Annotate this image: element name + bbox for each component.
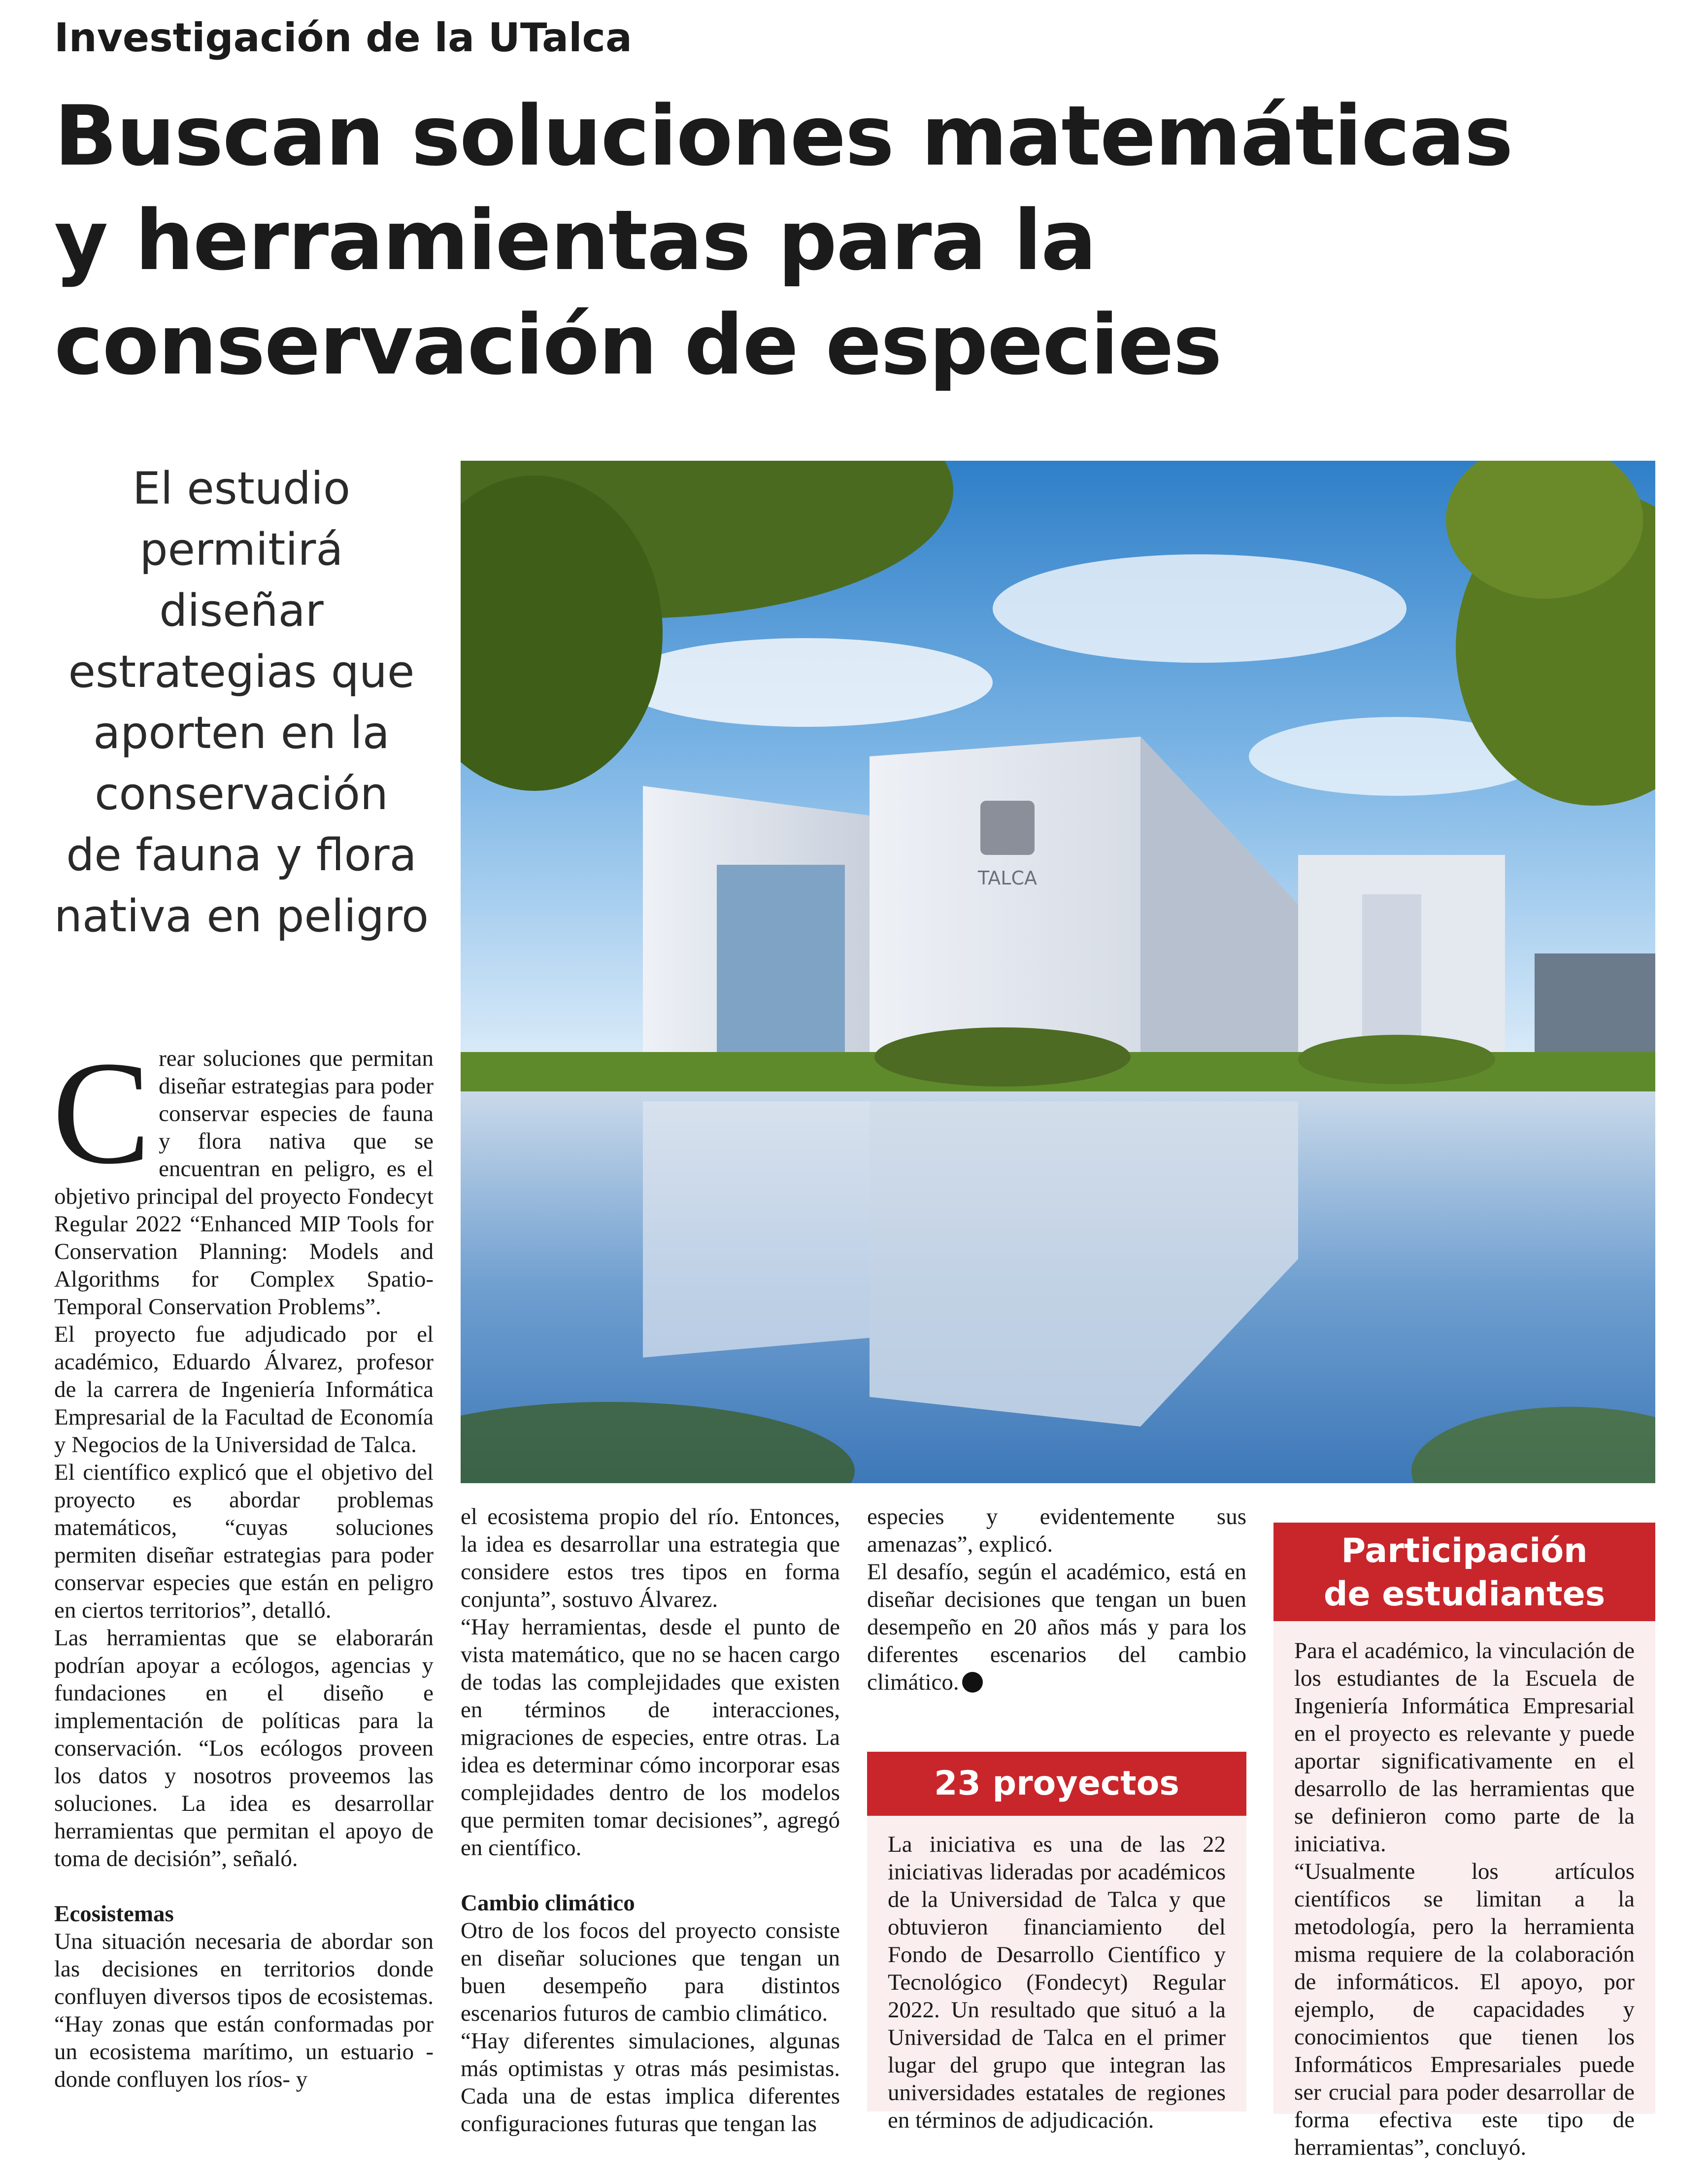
students-box-title-line: de estudiantes — [1323, 1575, 1606, 1614]
article-paragraph: el ecosistema propio del río. Entonces, la idea es desarrollar una estrategia que considere estos tres tipos en forma conjunta”, sostuvo Álvarez. — [461, 1504, 840, 1612]
lead-line: estrategias que — [68, 646, 415, 698]
article-column-3 — [867, 1503, 1246, 1696]
article-paragraph: “Hay diferentes simulaciones, algunas más optimistas y otras más pesimistas. Cada una de estas implica diferentes configuraciones futuras que tengan las — [461, 2028, 840, 2137]
subheading: Cambio climático — [461, 1890, 635, 1916]
subheading: Ecosistemas — [54, 1901, 174, 1927]
lead-line: nativa en peligro — [54, 890, 429, 942]
students-box — [1273, 1621, 1655, 2160]
article-paragraph: Una situación necesaria de abordar son las decisiones en territorios donde confluyen diversos tipos de ecosistemas. “Hay zonas que están conformadas por un ecosistema marítimo, un estuario -donde confluyen los ríos- y — [54, 1929, 434, 2092]
headline — [54, 84, 1532, 397]
lead-line: de fauna y flora — [66, 829, 417, 881]
headline-line: y herramientas para la — [54, 192, 1096, 289]
sign-text: TALCA — [978, 867, 1037, 889]
article-paragraph: El científico explicó que el objetivo del proyecto es abordar problemas matemáticos, “cuyas soluciones permiten diseñar estrategias para poder conservar especies que están en peligro en ciertos territorios”, detalló. — [54, 1460, 434, 1623]
article-paragraph: rear soluciones que permitan diseñar estrategias para poder conservar especies de fauna y flora nativa que se encuentran en peligro, es el objetivo principal del proyecto Fondecyt Regular 2022 “Enhanced MIP Tools for Conservation Planning: Models and Algorithms for Complex Spatio-Temporal Conservation Problems”. — [54, 1046, 434, 1320]
article-paragraph: especies y evidentemente sus amenazas”, explicó. — [867, 1504, 1246, 1557]
headline-line: conservación de especies — [54, 297, 1221, 393]
section-tag: Investigación de la UTalca — [54, 15, 632, 61]
students-box-title-line: Participación — [1341, 1531, 1588, 1570]
projects-box-title: 23 proyectos — [867, 1752, 1246, 1816]
lead-line: permitirá — [139, 524, 343, 576]
article-paragraph: “Hay herramientas, desde el punto de vista matemático, que no se hacen cargo de todas las complejidades que existen en términos de interacciones, migraciones de especies, entre otras. La idea es determinar cómo incorporar esas complejidades dentro de los modelos que permiten tomar decisiones”, agregó en científico. — [461, 1614, 840, 1861]
lead-line: conservación — [95, 768, 388, 820]
projects-box — [867, 1816, 1246, 2133]
drop-cap: C — [52, 1031, 151, 1194]
article-paragraph: El proyecto fue adjudicado por el académico, Eduardo Álvarez, profesor de la carrera de Ingeniería Informática Empresarial de la Facultad de Economía y Negocios de la Universidad de Talca. — [54, 1322, 434, 1458]
lead-line: El estudio — [132, 463, 351, 514]
article-paragraph: Las herramientas que se elaborarán podrían apoyar a ecólogos, agencias y fundaciones en el diseño e implementación de políticas para la conservación. “Los ecólogos proveen los datos y nosotros proveemos las soluciones. La idea es desarrollar herramientas que permitan el apoyo de toma de decisión”, señaló. — [54, 1625, 434, 1871]
article-paragraph-text: El desafío, según el académico, está en diseñar decisiones que tengan un buen desempeño en 20 años más y para los diferentes escenarios del cambio climático. — [867, 1559, 1246, 1695]
projects-box-text: La iniciativa es una de las 22 iniciativas lideradas por académicos de la Universidad de Talca y que obtuvieron financiamiento del Fondo de Desarrollo Científico y Tecnológico (Fondecyt) Regular 2022. Un resultado que situó a la Universidad de Talca en el primer lugar del grupo que integran las universidades estatales de regiones en términos de adjudicación. — [888, 1832, 1226, 2133]
article-column-1 — [52, 1031, 434, 2093]
lead-line: diseñar — [159, 585, 324, 637]
lead-line: aporten en la — [93, 707, 390, 759]
students-box-title — [1273, 1523, 1655, 1621]
article-paragraph: Otro de los focos del proyecto consiste en diseñar soluciones que tengan un buen desempeño para distintos escenarios futuros de cambio climático. — [461, 1918, 840, 2026]
article-column-2 — [461, 1503, 840, 2138]
end-mark-icon — [962, 1672, 983, 1693]
students-box-paragraph: “Usualmente los artículos científicos se limitan a la metodología, pero la herramienta misma requiere de la colaboración de informáticos. El apoyo, por ejemplo, de capacidades y conocimientos que tienen los Informáticos Empresariales puede ser crucial para poder desarrollar de forma efectiva este tipo de herramientas”, concluyó. — [1294, 1859, 1635, 2160]
article-paragraph — [867, 1558, 1246, 1696]
headline-line: Buscan soluciones matemáticas — [54, 88, 1512, 184]
lead-deck — [44, 458, 438, 947]
students-box-paragraph: Para el académico, la vinculación de los estudiantes de la Escuela de Ingeniería Informática Empresarial en el proyecto es relevante y puede aportar significativamente en el desarrollo de las herramientas que se definieron como parte de la iniciativa. — [1294, 1638, 1635, 1857]
building-photo — [461, 461, 1655, 1483]
